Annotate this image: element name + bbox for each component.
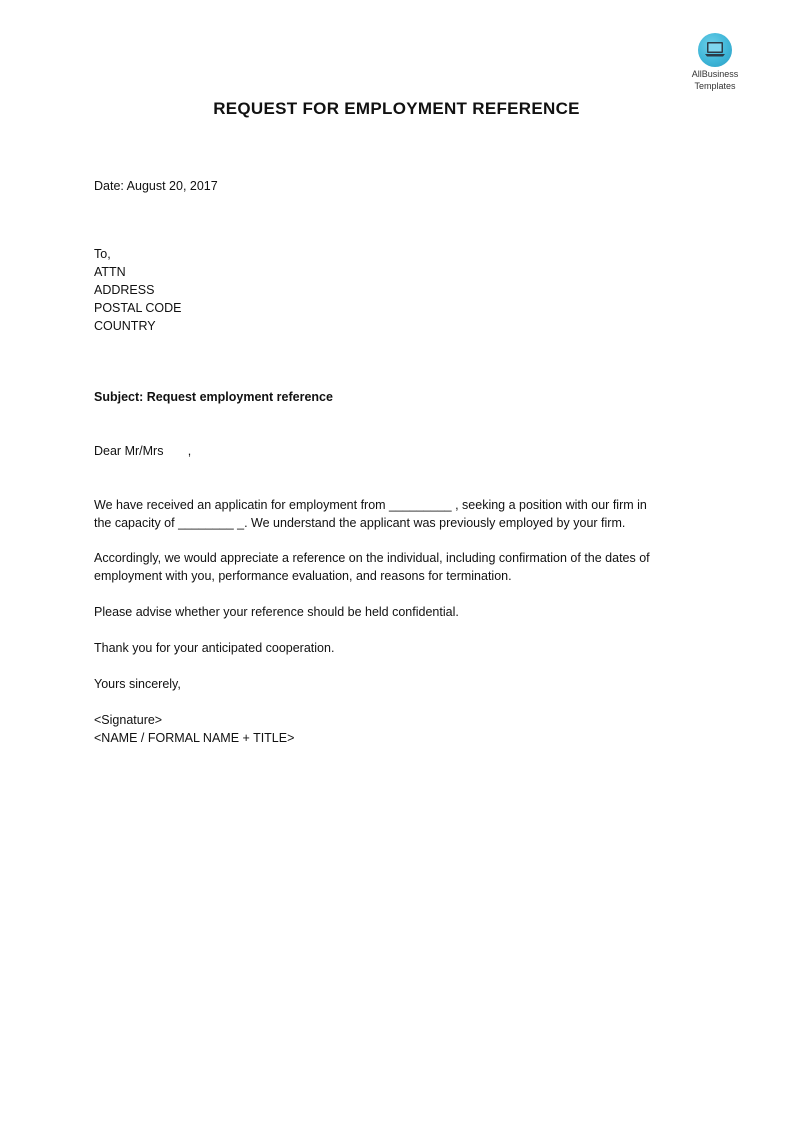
name-title-placeholder: <NAME / FORMAL NAME + TITLE> <box>94 731 295 745</box>
brand-logo <box>682 33 748 91</box>
document-title: REQUEST FOR EMPLOYMENT REFERENCE <box>213 99 580 118</box>
paragraph-2-line-2: employment with you, performance evaluation, and reasons for termination. <box>94 569 512 583</box>
recipient-address: ADDRESS <box>94 283 155 297</box>
subject-line: Subject: Request employment reference <box>94 390 333 404</box>
recipient-postal-code: POSTAL CODE <box>94 301 182 315</box>
recipient-country: COUNTRY <box>94 319 156 333</box>
recipient-to: To, <box>94 247 111 261</box>
paragraph-3: Please advise whether your reference should be held confidential. <box>94 605 459 619</box>
closing: Yours sincerely, <box>94 677 181 691</box>
logo-text-line2: Templates <box>694 81 736 91</box>
paragraph-2-line-1: Accordingly, we would appreciate a reference on the individual, including confirmation of the dates of <box>94 551 650 565</box>
date-line: Date: August 20, 2017 <box>94 179 218 193</box>
laptop-icon <box>698 33 732 67</box>
logo-text-line1: AllBusiness <box>691 69 739 79</box>
salutation: Dear Mr/Mrs , <box>94 444 192 458</box>
paragraph-1-line-1: We have received an applicatin for employment from _________ , seeking a position with our firm in <box>94 498 647 512</box>
paragraph-1-line-2: the capacity of ________ _. We understand the applicant was previously employed by your firm. <box>94 516 626 530</box>
signature-placeholder: <Signature> <box>94 713 163 727</box>
paragraph-4: Thank you for your anticipated cooperation. <box>94 641 335 655</box>
recipient-attn: ATTN <box>94 265 126 279</box>
